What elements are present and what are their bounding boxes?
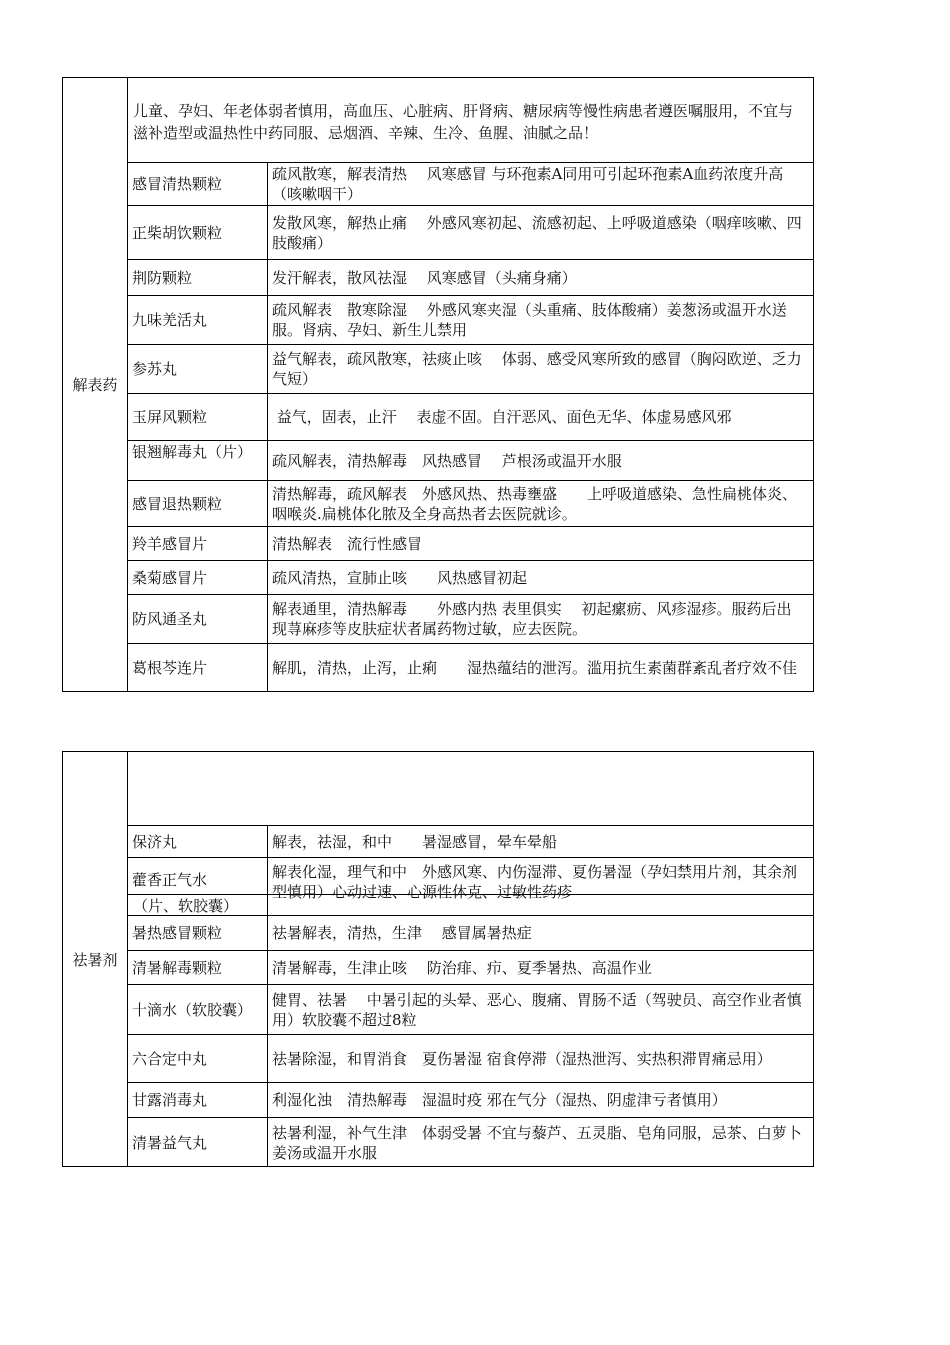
drug-name: 羚羊感冒片 bbox=[128, 527, 268, 560]
drug-desc: 疏风清热，宣肺止咳 风热感冒初起 bbox=[272, 568, 528, 587]
drug-name: 玉屏风颗粒 bbox=[128, 394, 268, 440]
drug-name: 正柴胡饮颗粒 bbox=[128, 206, 268, 259]
drug-name: 九味羌活丸 bbox=[128, 296, 268, 344]
drug-desc: 解表化湿，理气和中 外感风寒、内伤湿滞、夏伤暑湿（孕妇禁用片剂，其余剂型慎用）心动过速、心源性休克、过敏性药疹 bbox=[272, 863, 798, 901]
table-row bbox=[128, 441, 813, 481]
drug-name-sub: （片、软胶囊） bbox=[133, 897, 239, 915]
drug-name: 保济丸 bbox=[128, 826, 268, 857]
drug-desc: 疏风解表 散寒除湿 外感风寒夹湿（头重痛、肢体酸痛）姜葱汤或温开水送服。肾病、孕妇、新生儿禁用 bbox=[272, 301, 787, 339]
drug-name: 甘露消毒丸 bbox=[128, 1083, 268, 1117]
table-row bbox=[128, 206, 813, 260]
drug-desc: 健胃、祛暑 中暑引起的头晕、恶心、腹痛、胃肠不适（驾驶员、高空作业者慎用）软胶囊不超过8粒 bbox=[272, 990, 802, 1029]
table-row bbox=[128, 296, 813, 345]
drug-name: 参苏丸 bbox=[128, 345, 268, 393]
drug-name: 防风通圣丸 bbox=[128, 595, 268, 643]
drug-name: 葛根芩连片 bbox=[128, 644, 268, 692]
table-row bbox=[128, 595, 813, 644]
drug-desc: 清热解毒，疏风解表 外感风热、热毒壅盛 上呼吸道感染、急性扁桃体炎、咽喉炎.扁桃体化脓及全身高热者去医院就诊。 bbox=[272, 484, 798, 523]
table-jiebiao bbox=[62, 77, 814, 692]
category-label: 解表药 bbox=[63, 78, 128, 691]
drug-desc: 利湿化浊 清热解毒 湿温时疫 邪在气分（湿热、阴虚津亏者慎用） bbox=[272, 1091, 727, 1109]
drug-desc: 解肌，清热，止泻，止痢 湿热蕴结的泄泻。滥用抗生素菌群紊乱者疗效不佳 bbox=[272, 659, 798, 677]
drug-desc: 疏风散寒，解表清热 风寒感冒 与环孢素A同用可引起环孢素A血药浓度升高（咳嗽咽干） bbox=[272, 165, 784, 203]
drug-name: 桑菊感冒片 bbox=[128, 561, 268, 594]
drug-name: 暑热感冒颗粒 bbox=[128, 916, 268, 950]
drug-desc: 益气，固表，止汗 表虚不固。自汗恶风、面色无华、体虚易感风邪 bbox=[272, 408, 732, 426]
table-row bbox=[128, 985, 813, 1035]
table-note: 儿童、孕妇、年老体弱者慎用，高血压、心脏病、肝肾病、糖尿病等慢性病患者遵医嘱服用，不宜与滋补造型或温热性中药同服、忌烟酒、辛辣、生冷、鱼腥、油腻之品！ bbox=[128, 78, 813, 163]
drug-name: 六合定中丸 bbox=[128, 1035, 268, 1082]
table-row bbox=[128, 916, 813, 951]
table-row bbox=[128, 1035, 813, 1083]
table-row bbox=[128, 527, 813, 561]
table-note-empty bbox=[128, 752, 813, 826]
drug-desc: 发汗解表，散风祛湿 风寒感冒（头痛身痛） bbox=[272, 268, 577, 287]
drug-desc: 解表通里，清热解毒 外感内热 表里俱实 初起瘰疬、风疹湿疹。服药后出现荨麻疹等皮肤症状者属药物过敏，应去医院。 bbox=[272, 600, 792, 638]
drug-desc: 益气解表，疏风散寒，祛痰止咳 体弱、感受风寒所致的感冒（胸闷欧逆、乏力气短） bbox=[272, 350, 802, 388]
drug-desc: 祛暑利湿，补气生津 体弱受暑 不宜与藜芦、五灵脂、皂角同服，忌茶、白萝卜 姜汤或温开水服 bbox=[272, 1123, 817, 1162]
table-qushu bbox=[62, 751, 817, 1167]
drug-name: 清暑益气丸 bbox=[128, 1118, 268, 1167]
drug-desc: 发散风寒，解热止痛 外感风寒初起、流感初起、上呼吸道感染（咽痒咳嗽、四肢酸痛） bbox=[272, 213, 802, 252]
drug-name: 感冒清热颗粒 bbox=[128, 163, 268, 205]
table-row bbox=[128, 394, 813, 441]
drug-name: 十滴水（软胶囊） bbox=[128, 985, 268, 1034]
drug-name: 荆防颗粒 bbox=[128, 260, 268, 295]
drug-desc: 疏风解表，清热解毒 风热感冒 芦根汤或温开水服 bbox=[272, 451, 622, 470]
table-row bbox=[128, 951, 813, 985]
table-row bbox=[128, 163, 813, 206]
drug-name: 藿香正气水 bbox=[128, 858, 268, 915]
table-row bbox=[128, 481, 813, 527]
table-row bbox=[128, 260, 813, 296]
drug-desc: 清暑解毒，生津止咳 防治痱、疖、夏季暑热、高温作业 bbox=[272, 958, 652, 977]
drug-desc: 祛暑除湿，和胃消食 夏伤暑湿 宿食停滞（湿热泄泻、实热积滞胃痛忌用） bbox=[272, 1049, 772, 1068]
drug-desc: 解表，祛湿，和中 暑湿感冒，晕车晕船 bbox=[272, 832, 558, 851]
drug-name: 感冒退热颗粒 bbox=[128, 481, 268, 526]
drug-name: 银翘解毒丸（片） bbox=[128, 441, 268, 480]
category-label: 祛暑剂 bbox=[63, 752, 128, 1166]
table-row bbox=[128, 561, 813, 595]
row-divider bbox=[128, 894, 813, 895]
drug-desc: 祛暑解表，清热，生津 感冒属暑热症 bbox=[272, 924, 532, 942]
table-row bbox=[128, 345, 813, 394]
table-row bbox=[128, 826, 813, 858]
drug-desc: 清热解表 流行性感冒 bbox=[272, 534, 423, 553]
table-row bbox=[128, 1083, 813, 1118]
table-row bbox=[128, 1118, 817, 1167]
drug-name: 清暑解毒颗粒 bbox=[128, 951, 268, 984]
table-row bbox=[128, 644, 813, 692]
